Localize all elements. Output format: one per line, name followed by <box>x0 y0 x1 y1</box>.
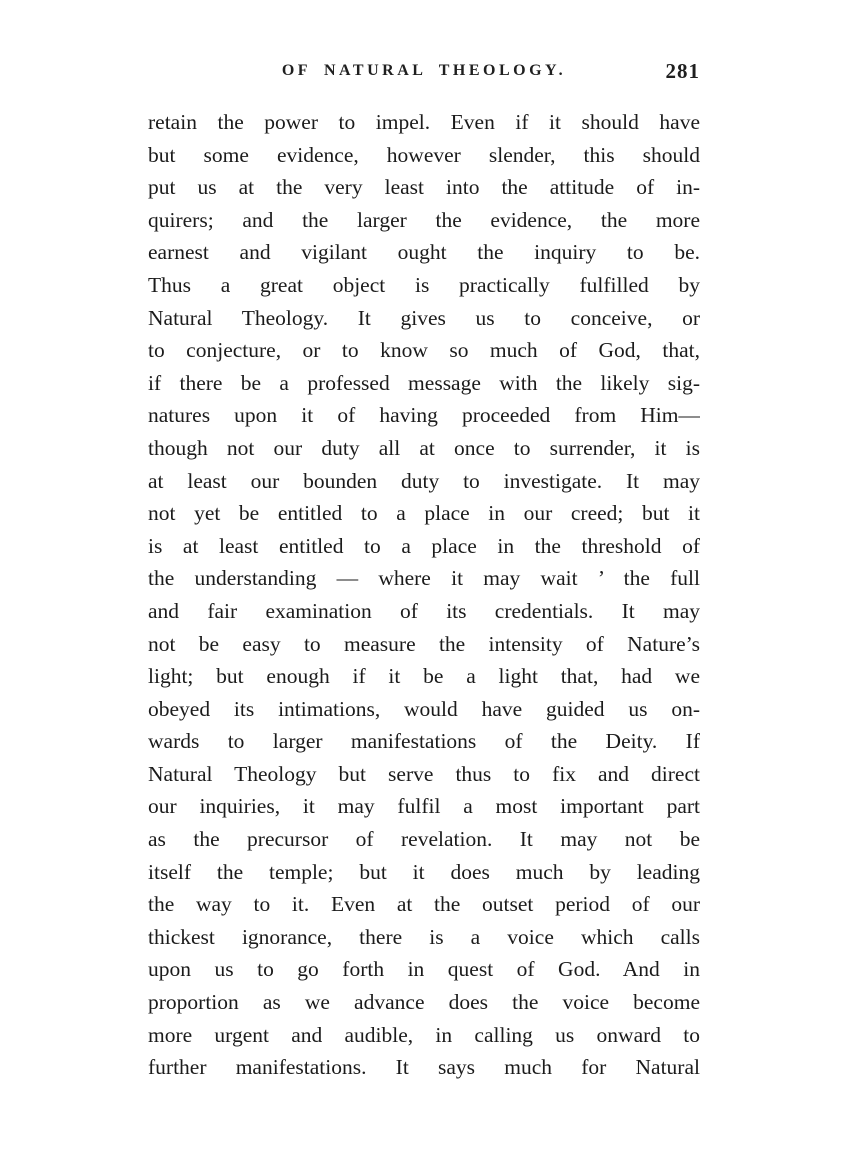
text-line: Natural Theology. It gives us to conceive, or <box>148 305 700 330</box>
text-line: but some evidence, however slender, this should <box>148 142 700 167</box>
text-line: our inquiries, it may fulfil a most important part <box>148 794 700 819</box>
text-line: not be easy to measure the intensity of Nature’s <box>148 631 700 656</box>
text-line: obeyed its intimations, would have guided us on- <box>148 696 700 721</box>
text-line: quirers; and the larger the evidence, the more <box>148 207 700 232</box>
text-line: put us at the very least into the attitude of in- <box>148 175 700 200</box>
text-line: the way to it. Even at the outset period of our <box>148 892 700 917</box>
text-line: if there be a professed message with the likely sig- <box>148 370 700 395</box>
text-line: thickest ignorance, there is a voice which calls <box>148 924 700 949</box>
text-line: Thus a great object is practically fulfilled by <box>148 272 700 297</box>
text-line: to conjecture, or to know so much of God, that, <box>148 338 700 363</box>
text-line: and fair examination of its credentials. It may <box>148 598 700 623</box>
text-line: Natural Theology but serve thus to fix and direct <box>148 761 700 786</box>
text-line: proportion as we advance does the voice become <box>148 990 700 1015</box>
text-line: at least our bounden duty to investigate. It may <box>148 468 700 493</box>
page-number: 281 <box>665 59 700 83</box>
text-line: retain the power to impel. Even if it should have <box>148 110 700 134</box>
text-line: not yet be entitled to a place in our creed; but it <box>148 501 700 526</box>
text-block <box>148 106 700 1084</box>
text-line: natures upon it of having proceeded from Him— <box>148 403 700 428</box>
page-header <box>148 59 700 88</box>
text-line: is at least entitled to a place in the threshold of <box>148 533 700 558</box>
text-line: light; but enough if it be a light that, had we <box>148 664 700 689</box>
running-title: OF NATURAL THEOLOGY. <box>281 62 567 79</box>
text-line: though not our duty all at once to surrender, it is <box>148 435 700 460</box>
text-line: as the precursor of revelation. It may not be <box>148 827 700 852</box>
text-line: itself the temple; but it does much by leading <box>148 859 700 884</box>
text-line: further manifestations. It says much for Natural <box>148 1055 700 1080</box>
text-line: the understanding — where it may wait ’ the full <box>148 566 700 591</box>
text-line: earnest and vigilant ought the inquiry to be. <box>148 240 700 265</box>
text-line: wards to larger manifestations of the Deity. If <box>148 729 700 754</box>
text-line: upon us to go forth in quest of God. And in <box>148 957 700 982</box>
text-line: more urgent and audible, in calling us onward to <box>148 1022 700 1047</box>
